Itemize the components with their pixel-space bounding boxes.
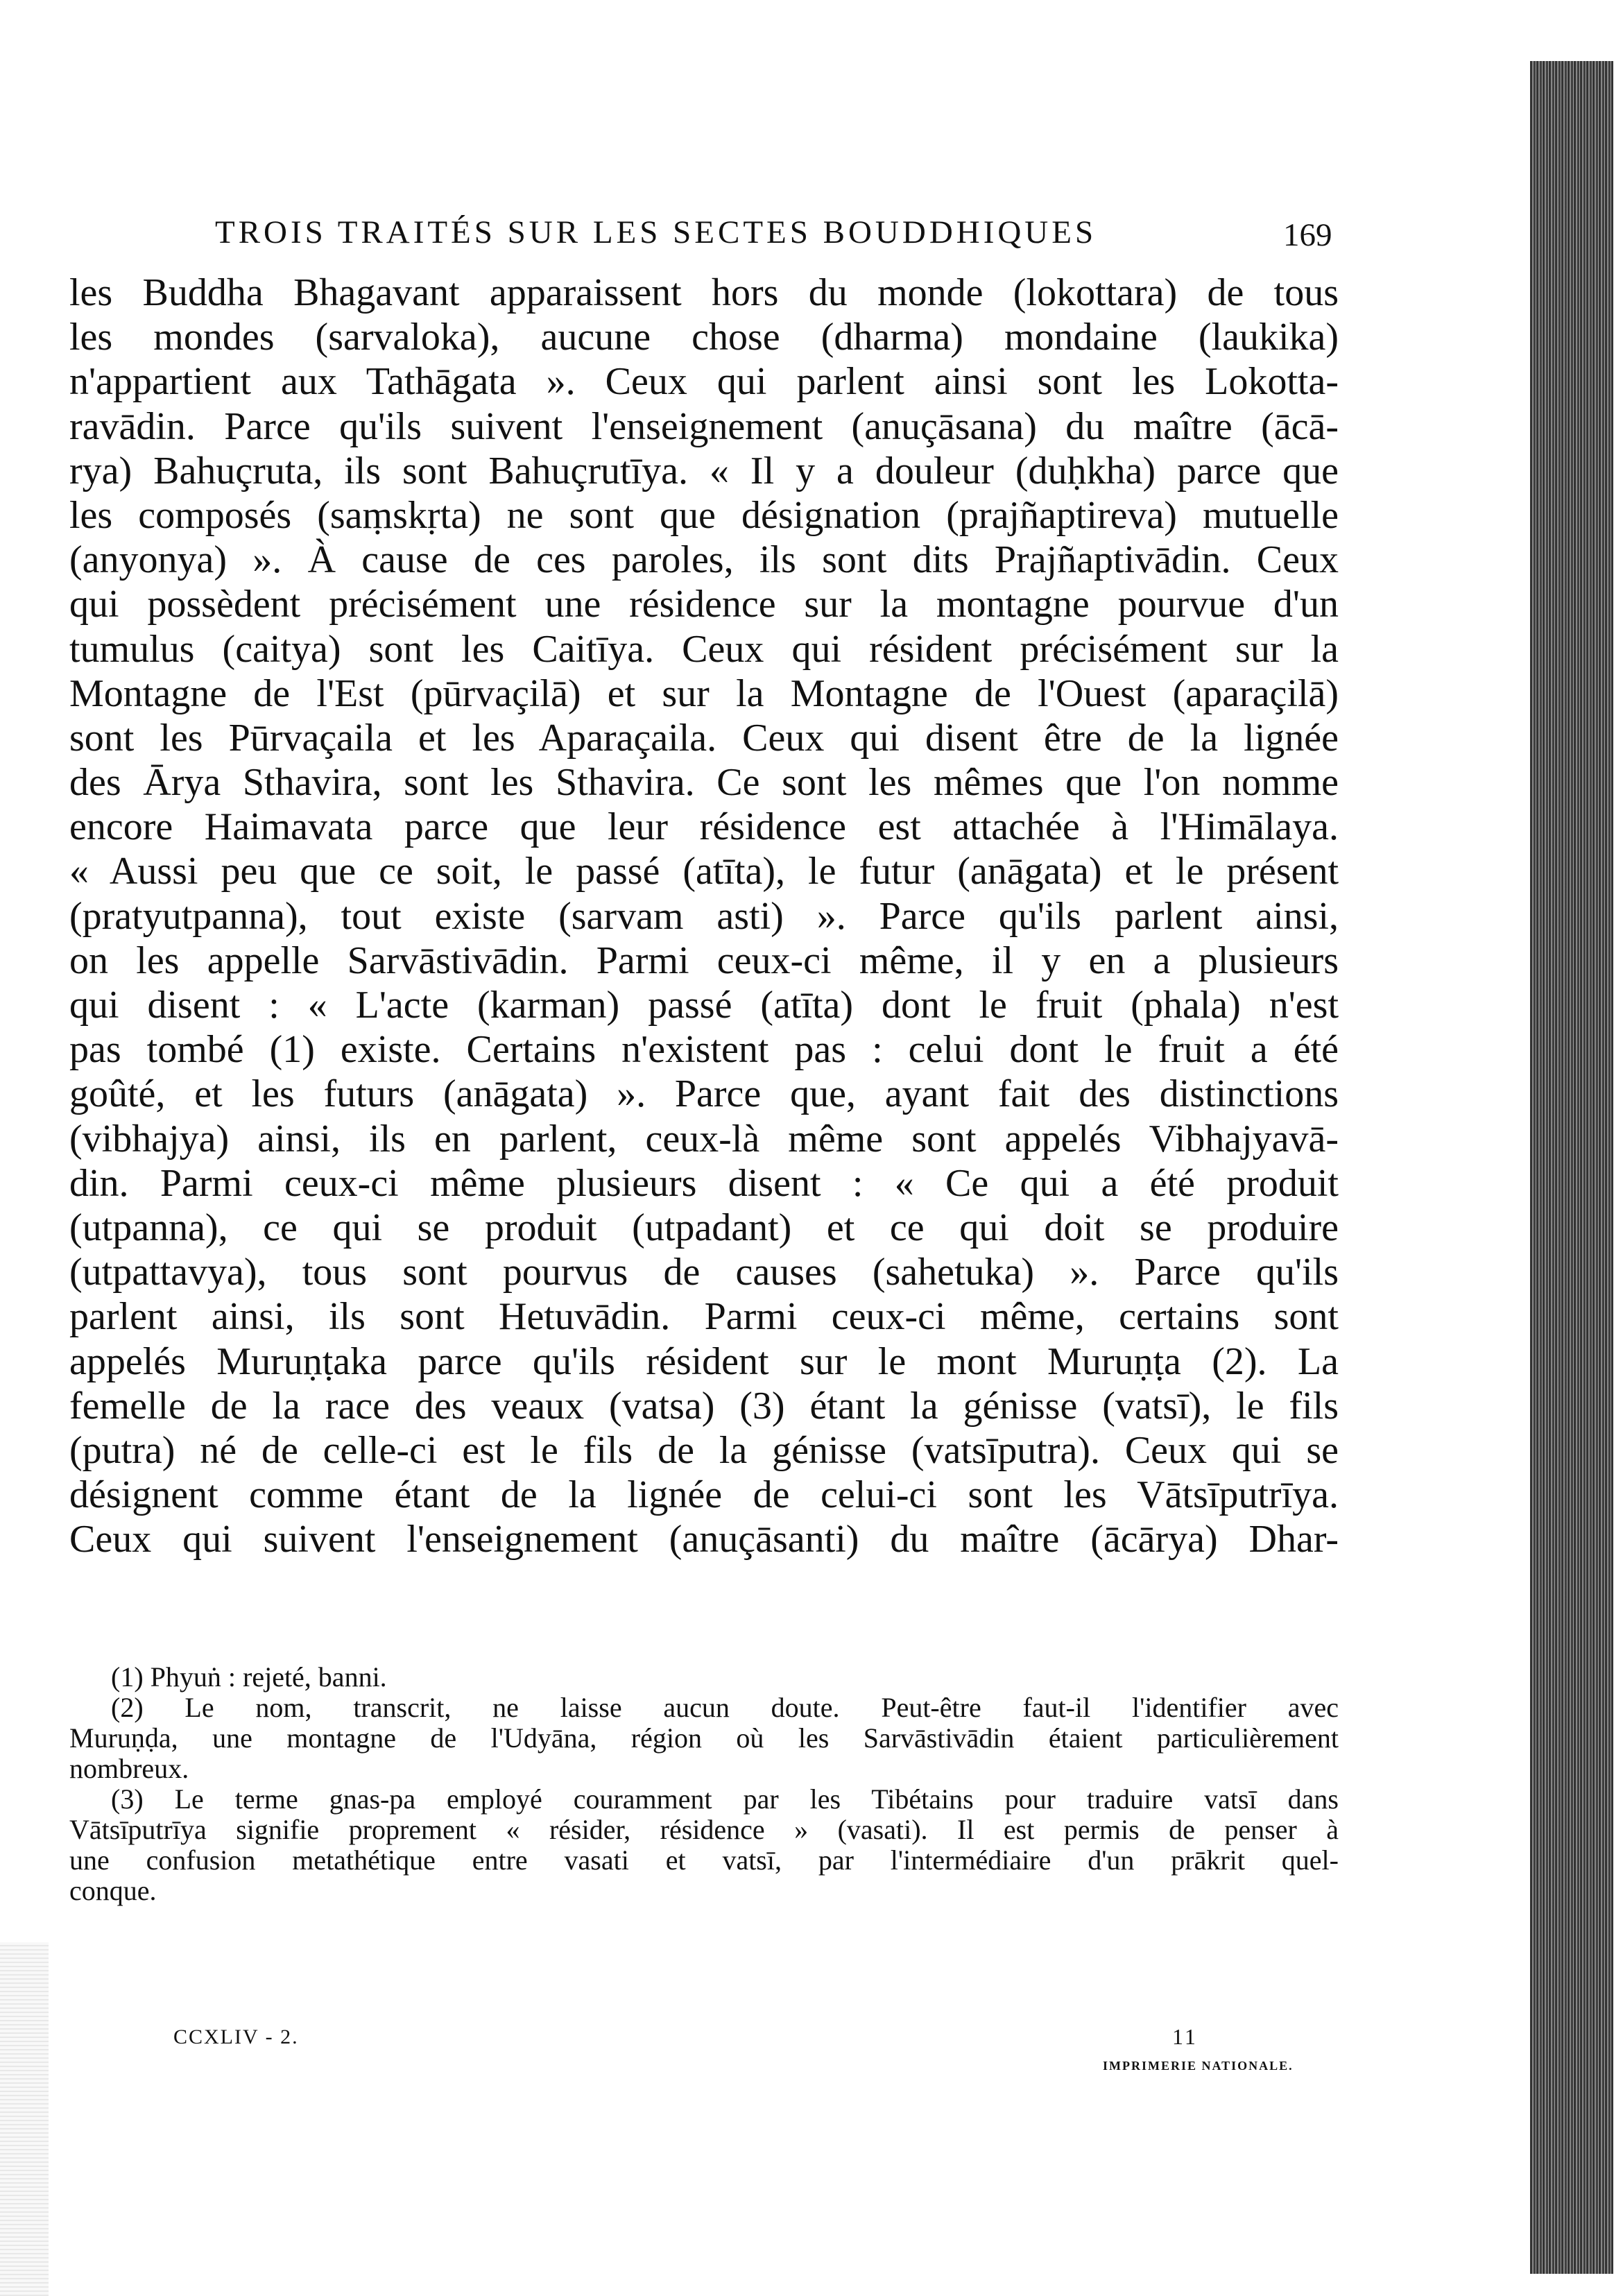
text-line: (putra) né de celle-ci est le fils de la génisse (vatsīputra). Ceux qui se	[69, 1428, 1339, 1472]
footnote-line: (2) Le nom, transcrit, ne laisse aucun doute. Peut-être faut-il l'identifier avec	[111, 1692, 1339, 1723]
footnote-line: (3) Le terme gnas-pa employé couramment par les Tibétains pour traduire vatsī dans	[111, 1783, 1339, 1815]
footnote-line: une confusion metathétique entre vasati et vatsī, par l'intermédiaire d'un prākrit quel-	[69, 1844, 1339, 1876]
scan-margin-noise	[0, 1942, 49, 2296]
text-line: (vibhajya) ainsi, ils en parlent, ceux-là même sont appelés Vibhajyavā-	[69, 1117, 1339, 1160]
text-line: (pratyutpanna), tout existe (sarvam asti) ». Parce qu'ils parlent ainsi,	[69, 894, 1339, 938]
footnote-line: conque.	[69, 1875, 157, 1906]
footnote-line: Vātsīputrīya signifie proprement « résider, résidence » (vasati). Il est permis de penser à	[69, 1814, 1339, 1845]
text-line: désignent comme étant de la lignée de celui-ci sont les Vātsīputrīya.	[69, 1473, 1339, 1517]
running-title: TROIS TRAITÉS SUR LES SECTES BOUDDHIQUES	[215, 214, 1097, 250]
printer-signature: CCXLIV - 2.	[173, 2025, 299, 2048]
text-line: n'appartient aux Tathāgata ». Ceux qui parlent ainsi sont les Lokotta-	[69, 360, 1339, 404]
text-line: Montagne de l'Est (pūrvaçilā) et sur la Montagne de l'Ouest (aparaçilā)	[69, 671, 1339, 715]
text-line: (anyonya) ». À cause de ces paroles, ils sont dits Prajñaptivādin. Ceux	[69, 538, 1339, 582]
text-line: parlent ainsi, ils sont Hetuvādin. Parmi ceux-ci même, certains sont	[69, 1295, 1339, 1339]
scanned-page-edge	[1530, 61, 1613, 2274]
text-line: sont les Pūrvaçaila et les Aparaçaila. Ceux qui disent être de la lignée	[69, 716, 1339, 760]
text-line: des Ārya Sthavira, sont les Sthavira. Ce sont les mêmes que l'on nomme	[69, 761, 1339, 805]
text-line: les Buddha Bhagavant apparaissent hors du monde (lokottara) de tous	[69, 271, 1339, 314]
text-line: appelés Muruṇṭaka parce qu'ils résident sur le mont Muruṇṭa (2). La	[69, 1339, 1339, 1383]
text-line: encore Haimavata parce que leur résidence est attachée à l'Himālaya.	[69, 805, 1339, 849]
text-line: les composés (saṃskṛta) ne sont que désignation (prajñaptireva) mutuelle	[69, 493, 1339, 537]
text-line: « Aussi peu que ce soit, le passé (atīta), le futur (anāgata) et le présent	[69, 850, 1339, 893]
main-text	[69, 271, 1339, 1561]
footnotes	[69, 1662, 1339, 1906]
text-line: on les appelle Sarvāstivādin. Parmi ceux-ci même, il y en a plusieurs	[69, 939, 1339, 982]
text-line: femelle de la race des veaux (vatsa) (3) étant la génisse (vatsī), le fils	[69, 1384, 1339, 1428]
footnote-line: (1) Phyuṅ : rejeté, banni.	[111, 1661, 387, 1693]
text-line: goûté, et les futurs (anāgata) ». Parce que, ayant fait des distinctions	[69, 1072, 1339, 1116]
footnote-line: Muruṇḍa, une montagne de l'Udyāna, région où les Sarvāstivādin étaient particulièrement	[69, 1722, 1339, 1754]
text-line: qui possèdent précisément une résidence sur la montagne pourvue d'un	[69, 583, 1339, 626]
text-line: (utpattavya), tous sont pourvus de causes (sahetuka) ». Parce qu'ils	[69, 1251, 1339, 1294]
footnote-line: nombreux.	[69, 1753, 189, 1784]
text-line: qui disent : « L'acte (karman) passé (atīta) dont le fruit (phala) n'est	[69, 984, 1339, 1027]
text-line: les mondes (sarvaloka), aucune chose (dharma) mondaine (laukika)	[69, 316, 1339, 359]
page-number: 169	[1283, 217, 1332, 253]
text-line: tumulus (caitya) sont les Caitīya. Ceux qui résident précisément sur la	[69, 627, 1339, 671]
text-line: Ceux qui suivent l'enseignement (anuçāsanti) du maître (ācārya) Dhar-	[69, 1518, 1339, 1561]
text-line: ravādin. Parce qu'ils suivent l'enseignement (anuçāsana) du maître (ācā-	[69, 404, 1339, 448]
text-line: din. Parmi ceux-ci même plusieurs disent : « Ce qui a été produit	[69, 1161, 1339, 1205]
text-line: (utpanna), ce qui se produit (utpadant) et ce qui doit se produire	[69, 1206, 1339, 1249]
sheet-number: 11	[1172, 2024, 1198, 2049]
printer-imprint: IMPRIMERIE NATIONALE.	[1103, 2059, 1294, 2073]
text-line: rya) Bahuçruta, ils sont Bahuçrutīya. « Il y a douleur (duḥkha) parce que	[69, 449, 1339, 492]
text-line: pas tombé (1) existe. Certains n'existent pas : celui dont le fruit a été	[69, 1028, 1339, 1072]
